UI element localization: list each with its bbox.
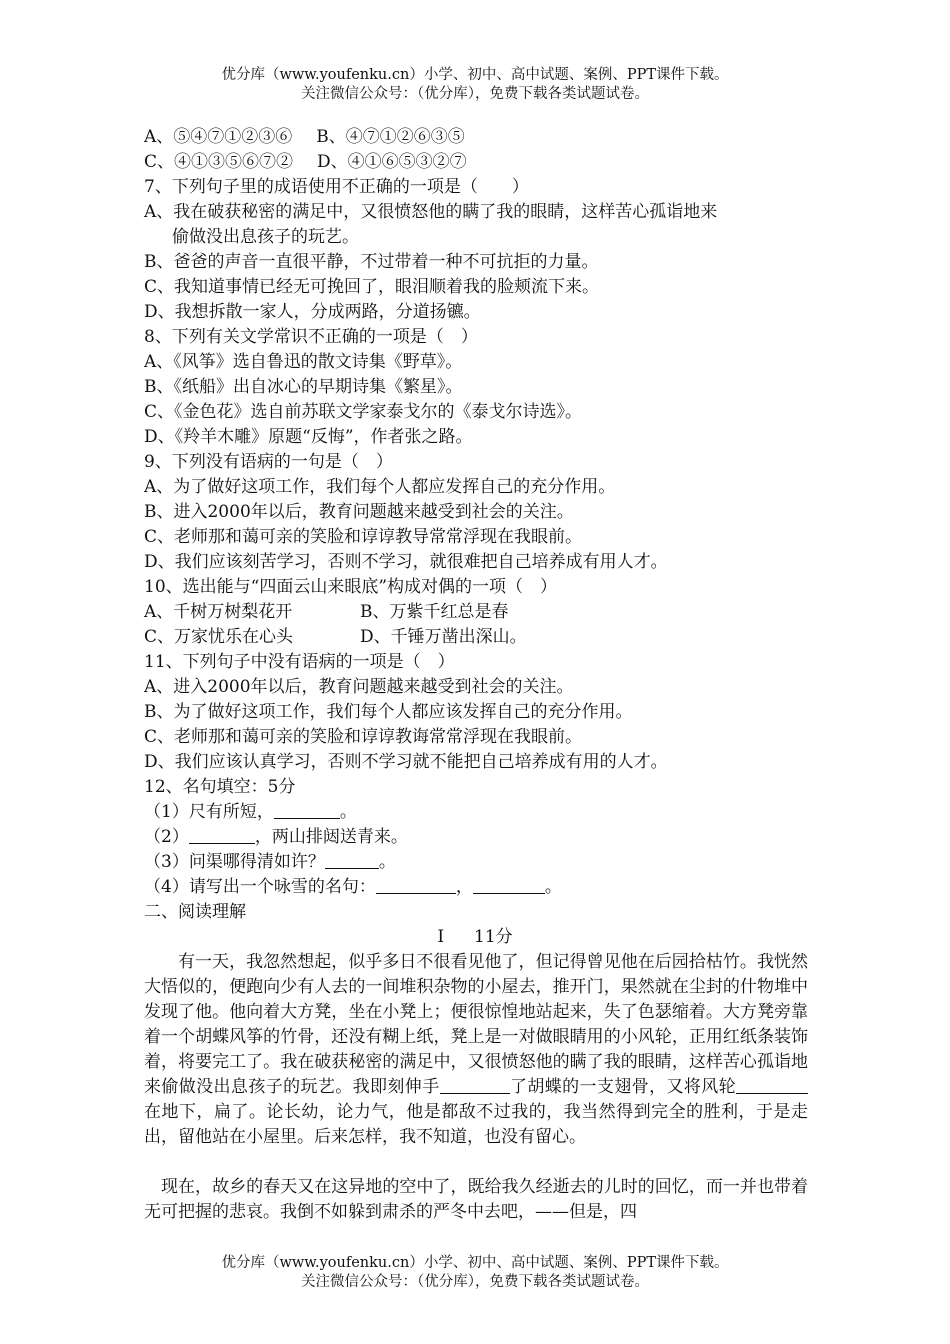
passage-text: 了胡蝶的一支翅骨，又将风轮: [509, 1077, 737, 1097]
q12-item-1: [144, 800, 357, 825]
q12-item-4: [144, 875, 562, 900]
fill-blank[interactable]: [376, 876, 456, 894]
q6-option-b: B、④⑦①②⑥③⑤: [316, 127, 465, 147]
q12-item-1-text: （1）尺有所短，: [144, 802, 274, 822]
fill-blank[interactable]: [189, 826, 255, 844]
q9-option-b: B、进入2000年以后，教育问题越来越受到社会的关注。: [144, 502, 574, 522]
footer-line-1: 优分库（www.youfenku.cn）小学、初中、高中试题、案例、PPT课件下载。: [221, 1255, 729, 1271]
passage-paragraph-2: 现在，故乡的春天又在这异地的空中了，既给我久经逝去的儿时的回忆，而一并也带着无可把握的悲哀。我倒不如躲到肃杀的严冬中去吧，——但是，四: [144, 1177, 808, 1222]
header-line-1: 优分库（www.youfenku.cn）小学、初中、高中试题、案例、PPT课件下载。: [221, 67, 729, 83]
q12-item-4-end: 。: [544, 877, 562, 897]
q10-options-row-2: [144, 625, 527, 650]
q7-option-d: D、我想拆散一家人，分成两路，分道扬镳。: [144, 302, 481, 322]
q6-option-c: C、④①③⑤⑥⑦②: [144, 152, 294, 172]
q6-options-row-2: [144, 150, 467, 175]
q8-option-b: B、《纸船》出自冰心的早期诗集《繁星》。: [144, 377, 463, 397]
fill-blank[interactable]: [274, 801, 340, 819]
q12-item-4-comma: ，: [455, 877, 473, 897]
q6-option-a: A、⑤④⑦①②③⑥: [144, 127, 293, 147]
reading-part-heading: [0, 925, 950, 950]
q7-option-a-line1: A、我在破获秘密的满足中，又很愤怒他的瞒了我的眼睛，这样苦心孤诣地来: [144, 202, 718, 222]
q9-option-c: C、老师那和蔼可亲的笑脸和谆谆教导常常浮现在我眼前。: [144, 527, 583, 547]
q7-stem: 7、下列句子里的成语使用不正确的一项是（ ）: [144, 177, 529, 197]
passage-paragraph-1: [144, 950, 808, 1150]
q11-option-b: B、为了做好这项工作，我们每个人都应该发挥自己的充分作用。: [144, 702, 633, 722]
reading-part-score: 11分: [474, 927, 513, 947]
header-line-2: 关注微信公众号：（优分库），免费下载各类试题试卷。: [301, 86, 649, 102]
q9-option-a: A、为了做好这项工作，我们每个人都应发挥自己的充分作用。: [144, 477, 616, 497]
q11-option-c: C、老师那和蔼可亲的笑脸和谆谆教诲常常浮现在我眼前。: [144, 727, 583, 747]
q12-item-3-text: （3）问渠哪得清如许？: [144, 852, 325, 872]
q10-option-c: C、万家忧乐在心头: [144, 627, 294, 647]
q12-item-1-end: 。: [339, 802, 357, 822]
q12-item-4-text: （4）请写出一个咏雪的名句：: [144, 877, 376, 897]
q12-item-3-end: 。: [378, 852, 396, 872]
q12-stem: 12、名句填空：5分: [144, 777, 296, 797]
fill-blank[interactable]: [473, 876, 545, 894]
q8-option-a: A、《风筝》选自鲁迅的散文诗集《野草》。: [144, 352, 463, 372]
q12-item-3: [144, 850, 396, 875]
reading-part-number: I: [437, 927, 445, 947]
footer-line-2: 关注微信公众号：（优分库），免费下载各类试题试卷。: [301, 1274, 649, 1290]
q10-option-d: D、千锤万凿出深山。: [360, 627, 527, 647]
q10-stem: 10、选出能与“四面云山来眼底”构成对偶的一项（ ）: [144, 577, 558, 597]
q7-option-a-line2: 偷做没出息孩子的玩艺。: [172, 227, 359, 247]
q6-options-row-1: [144, 125, 465, 150]
q7-option-c: C、我知道事情已经无可挽回了，眼泪顺着我的脸颊流下来。: [144, 277, 600, 297]
fill-blank[interactable]: [440, 1076, 510, 1094]
q12-item-2: [144, 825, 408, 850]
q12-item-2-number: （2）: [144, 827, 189, 847]
q6-option-d: D、④①⑥⑤③②⑦: [317, 152, 467, 172]
q8-option-c: C、《金色花》选自前苏联文学家泰戈尔的《泰戈尔诗选》。: [144, 402, 583, 422]
q11-option-d: D、我们应该认真学习，否则不学习就不能把自己培养成有用的人才。: [144, 752, 668, 772]
section-2-title: 二、阅读理解: [144, 902, 246, 922]
q8-stem: 8、下列有关文学常识不正确的一项是（ ）: [144, 327, 478, 347]
page-header: [0, 66, 950, 104]
passage-text: 有一天，我忽然想起，似乎多日不很看见他了，但记得曾见他在后园拾枯竹。我恍然大悟似的，便跑向少有人去的一间堆积杂物的小屋去，推开门，果然就在尘封的什物堆中发现了他。他向着大方凳，坐在小凳上；便很惊惶地站起来，失了色瑟缩着。大方凳旁靠着一个胡蝶风筝的竹骨，还没有糊上纸，凳上是一对做眼睛用的小风轮，正用红纸条装饰着，将要完工了。我在破获秘密的满足中，又很愤怒他的瞒了我的眼睛，这样苦心孤诣地来偷做没出息孩子的玩艺。我即刻伸手: [144, 952, 808, 1097]
q12-item-2-text: ，两山排闼送青来。: [254, 827, 408, 847]
q8-option-d: D、《羚羊木雕》原题“反悔”，作者张之路。: [144, 427, 473, 447]
q9-stem: 9、下列没有语病的一句是（ ）: [144, 452, 393, 472]
page-footer: [0, 1254, 950, 1292]
q11-stem: 11、下列句子中没有语病的一项是（ ）: [144, 652, 455, 672]
q7-option-b: B、爸爸的声音一直很平静，不过带着一种不可抗拒的力量。: [144, 252, 599, 272]
fill-blank[interactable]: [736, 1076, 808, 1094]
fill-blank[interactable]: [325, 851, 379, 869]
q10-option-a: A、千树万树梨花开: [144, 602, 293, 622]
passage-text: 在地下，扁了。论长幼，论力气，他是都敌不过我的，我当然得到完全的胜利，于是走出，留他站在小屋里。后来怎样，我不知道，也没有留心。: [144, 1102, 808, 1147]
q10-options-row-1: [144, 600, 509, 625]
q11-option-a: A、进入2000年以后，教育问题越来越受到社会的关注。: [144, 677, 574, 697]
q9-option-d: D、我们应该刻苦学习，否则不学习，就很难把自己培养成有用人才。: [144, 552, 668, 572]
q10-option-b: B、万紫千红总是春: [360, 602, 509, 622]
